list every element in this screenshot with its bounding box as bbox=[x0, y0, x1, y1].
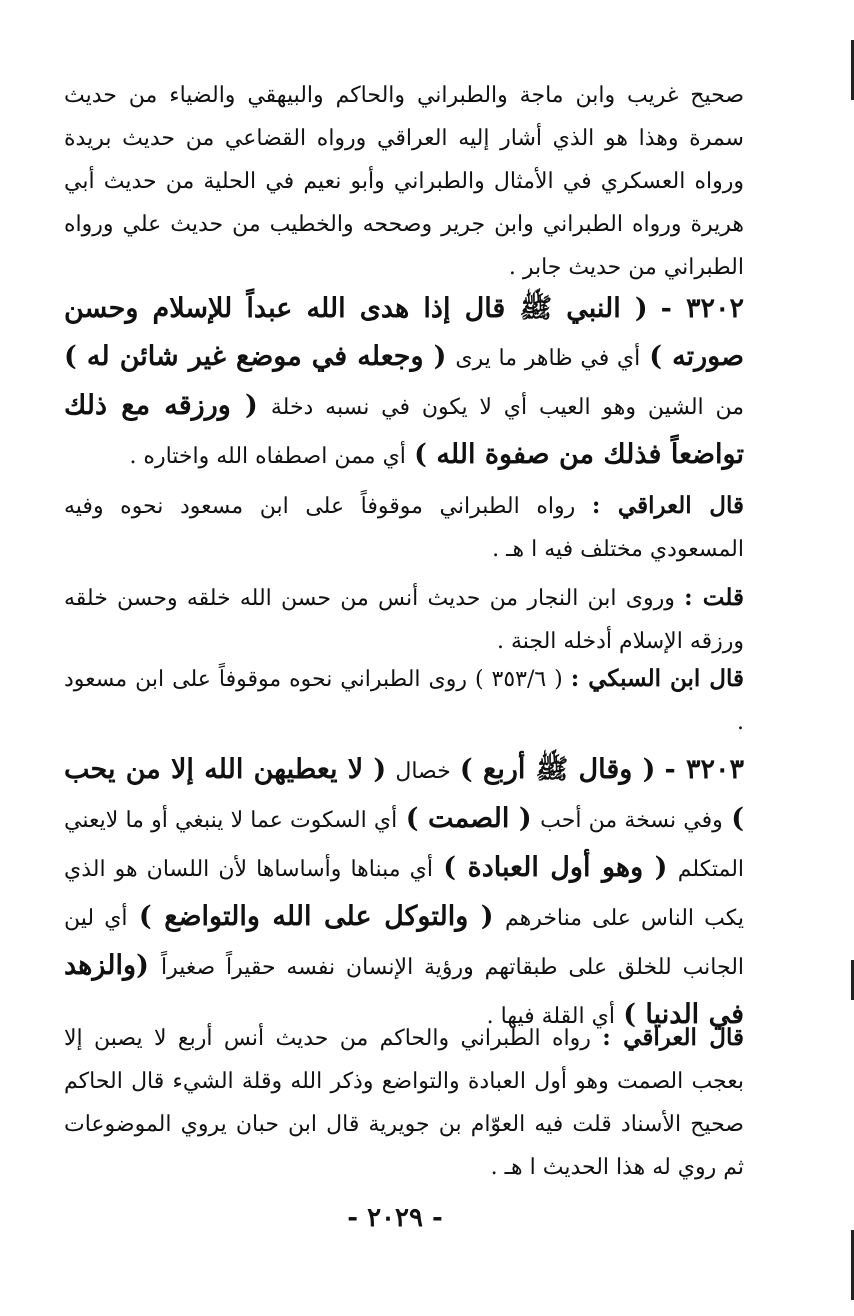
hadith-3203-sharh-6: أي القلة فيها . bbox=[486, 1004, 615, 1029]
hadith-3203 bbox=[64, 746, 744, 1040]
hadith-3203-matn-6: (والزهد في الدنيا ) bbox=[64, 950, 744, 1030]
hadith-3202 bbox=[64, 285, 744, 480]
hadith-3203-matn-3: ( الصمت ) bbox=[405, 803, 532, 834]
hadith-3202-sharh-2: من الشين وهو العيب أي لا يكون في نسبه دخلة bbox=[270, 395, 745, 420]
qultu-note-label: قلت : bbox=[684, 584, 744, 611]
hadith-3202-sharh-1: أي في ظاهر ما يرى bbox=[455, 346, 641, 371]
hadith-3203-sharh-3: أي السكوت عما لا ينبغي أو ما لايعني المتكلم bbox=[64, 808, 745, 882]
qultu-note-text: وروى ابن النجار من حديث أنس من حسن الله خلقه وحسن خلقه ورزقه الإسلام أدخله الجنة . bbox=[64, 586, 744, 654]
hadith-3203-sharh-4: أي مبناها وأساساها لأن اللسان هو الذي يكب الناس على مناخرهم bbox=[64, 857, 745, 931]
hadith-3203-matn-1: ( وقال ﷺ أربع ) bbox=[459, 754, 656, 785]
intro-paragraph bbox=[64, 74, 744, 289]
hadith-3203-matn-4: ( وهو أول العبادة ) bbox=[443, 852, 668, 883]
hadith-3202-number: ٣٢٠٢ - bbox=[660, 293, 744, 324]
intro-text: صحيح غريب وابن ماجة والطبراني والحاكم والبيهقي والضياء من حديث سمرة وهذا هو الذي أشار إليه العراقي ورواه القضاعي من حديث بريدة ورواه العسكري في الأمثال والطبراني وأبو نعيم في الحلية من حديث أبي هريرة ورواه الطبراني وابن جرير وصححه والخطيب من حديث علي ورواه الطبراني من حديث جابر . bbox=[64, 83, 744, 280]
hadith-3202-matn-1: ( النبي ﷺ قال إذا هدى الله عبداً للإسلام وحسن صورته ) bbox=[64, 293, 745, 372]
qultu-note bbox=[64, 576, 744, 663]
hadith-3203-sharh-5: أي لين الجانب للخلق على طبقاتهم ورؤية الإنسان نفسه حقيراً صغيراً bbox=[64, 906, 745, 980]
hadith-3203-sharh-2: وفي نسخة من أحب bbox=[540, 808, 723, 833]
hadith-3203-sharh-1: خصال bbox=[395, 759, 451, 784]
hadith-3203-matn-5: ( والتوكل على الله والتواضع ) bbox=[138, 901, 494, 932]
subki-note-label: قال ابن السبكي : bbox=[570, 665, 744, 692]
hadith-3203-number: ٣٢٠٣ - bbox=[664, 754, 745, 785]
iraqi-note-2 bbox=[64, 1016, 744, 1189]
subki-note bbox=[64, 657, 744, 744]
hadith-3202-sharh-3: أي ممن اصطفاه الله واختاره . bbox=[129, 444, 406, 469]
hadith-3202-matn-2: ( وجعله في موضع غير شائن له ) bbox=[64, 341, 447, 372]
iraqi-note-2-label: قال العراقي : bbox=[602, 1024, 745, 1051]
hadith-3203-matn-2: ( لا يعطيهن الله إلا من يحب ) bbox=[64, 754, 745, 834]
iraqi-note-1-text: رواه الطبراني موقوفاً على ابن مسعود نحوه وفيه المسعودي مختلف فيه ا هـ . bbox=[64, 494, 744, 562]
iraqi-note-1 bbox=[64, 484, 744, 571]
page-number: - ٢٠٢٩ - bbox=[347, 1203, 443, 1233]
hadith-3202-matn-3: ( ورزقه مع ذلك تواضعاً فذلك من صفوة الله ) bbox=[64, 390, 744, 470]
iraqi-note-1-label: قال العراقي : bbox=[591, 492, 744, 519]
iraqi-note-2-text: رواه الطبراني والحاكم من حديث أنس أربع لا يصبن إلا بعجب الصمت وهو أول العبادة والتواضع وذكر الله وقلة الشيء قال الحاكم صحيح الأسناد قلت فيه العوّام بن جويرية قال ابن حبان يروي الموضوعات ثم روي له هذا الحديث ا هـ . bbox=[64, 1026, 744, 1180]
subki-note-text: ( ٣٥٣/٦ ) روى الطبراني نحوه موقوفاً على ابن مسعود . bbox=[64, 667, 744, 735]
